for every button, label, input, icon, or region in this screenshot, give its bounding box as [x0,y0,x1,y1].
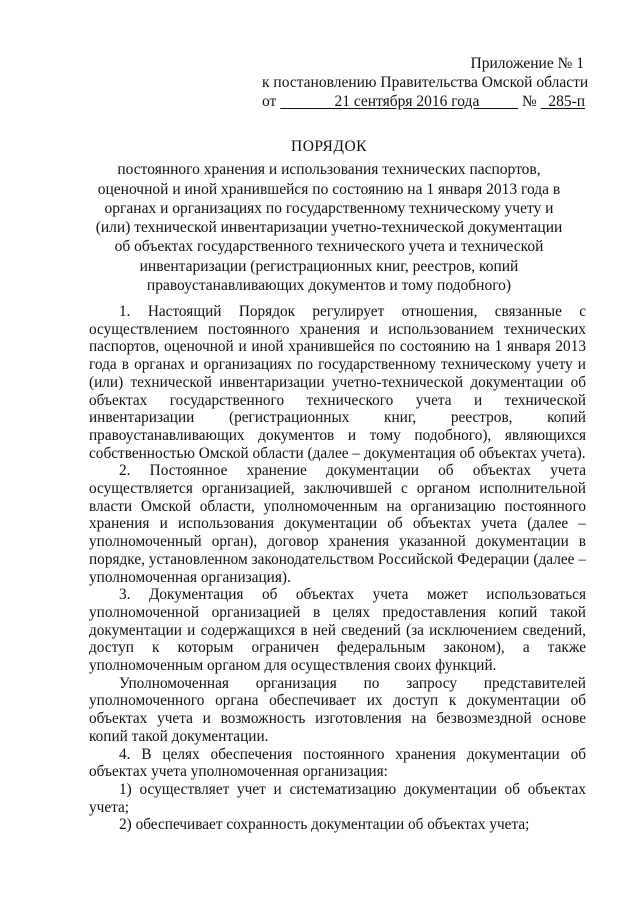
date-prefix: от [262,93,277,110]
list-item-1: 1) осуществляет учет и систематизацию документации об объектах учета; [89,780,586,816]
heading-line: постоянного хранения и использования технических паспортов, [117,161,541,179]
appendix-date-line [262,92,592,111]
appendix-block [262,54,592,111]
appendix-resolution: к постановлению Правительства Омской области [262,74,589,91]
document-body [89,303,586,834]
appendix-title: Приложение № 1 [470,55,584,72]
paragraph-3: 3. Документация об объектах учета может использоваться уполномоченной организацией в целях предоставления копий такой документации и содержащихся в ней сведений (за исключением сведений, доступ к которым ограничен федеральным законом), а также уполномоченным органом для осуществления своих функций. [89,586,586,675]
number-label: № [521,93,537,110]
heading-line: органах и организациях по государственному техническому учету и [104,199,554,217]
heading-line: правоустанавливающих документов и тому подобного) [146,277,512,295]
paragraph-2: 2. Постоянное хранение документации об объектах учета осуществляется организацией, заключившей с органом исполнительной власти Омской области, уполномоченным на организацию постоянного хранения и использования документации об объектах учета (далее – уполномоченный орган), договор хранения указанной документации в порядке, установленном законодательством Российской Федерации (далее – уполномоченная организация). [89,462,586,586]
list-item-2: 2) обеспечивает сохранность документации об объектах учета; [119,816,530,834]
paragraph-3-continued: Уполномоченная организация по запросу представителей уполномоченного органа обеспечивает их доступ к документации об объектах учета и возможность изготовления на безвозмездной основе копий такой документации. [89,674,586,745]
heading-line: оценочной и иной хранившейся по состоянию на 1 января 2013 года в [97,180,561,198]
heading-line: инвентаризации (регистрационных книг, реестров, копий [139,257,519,275]
number-value: 285-п [548,93,586,110]
paragraph-4: 4. В целях обеспечения постоянного хранения документации об объектах учета уполномоченная организация: [89,745,586,781]
document-title: ПОРЯДОК [291,138,367,155]
document-heading [84,137,574,295]
heading-line: об объектах государственного технического учета и технической [114,238,544,256]
date-value: 21 сентября 2016 года [334,93,480,110]
paragraph-1: 1. Настоящий Порядок регулирует отношения, связанные с осуществлением постоянного хранения и использованием технических паспортов, оценочной и иной хранившейся по состоянию на 1 января 2013 года в органах и организациях по государственному техническому учету и (или) технической инвентаризации учетно-технической документации об объектах государственного технического учета и технической инвентаризации (регистрационных книг, реестров, копий правоустанавливающих документов и тому подобного), являющихся собственностью Омской области (далее – документация об объектах учета). [89,303,586,462]
heading-line: (или) технической инвентаризации учетно-технической документации [95,219,563,237]
